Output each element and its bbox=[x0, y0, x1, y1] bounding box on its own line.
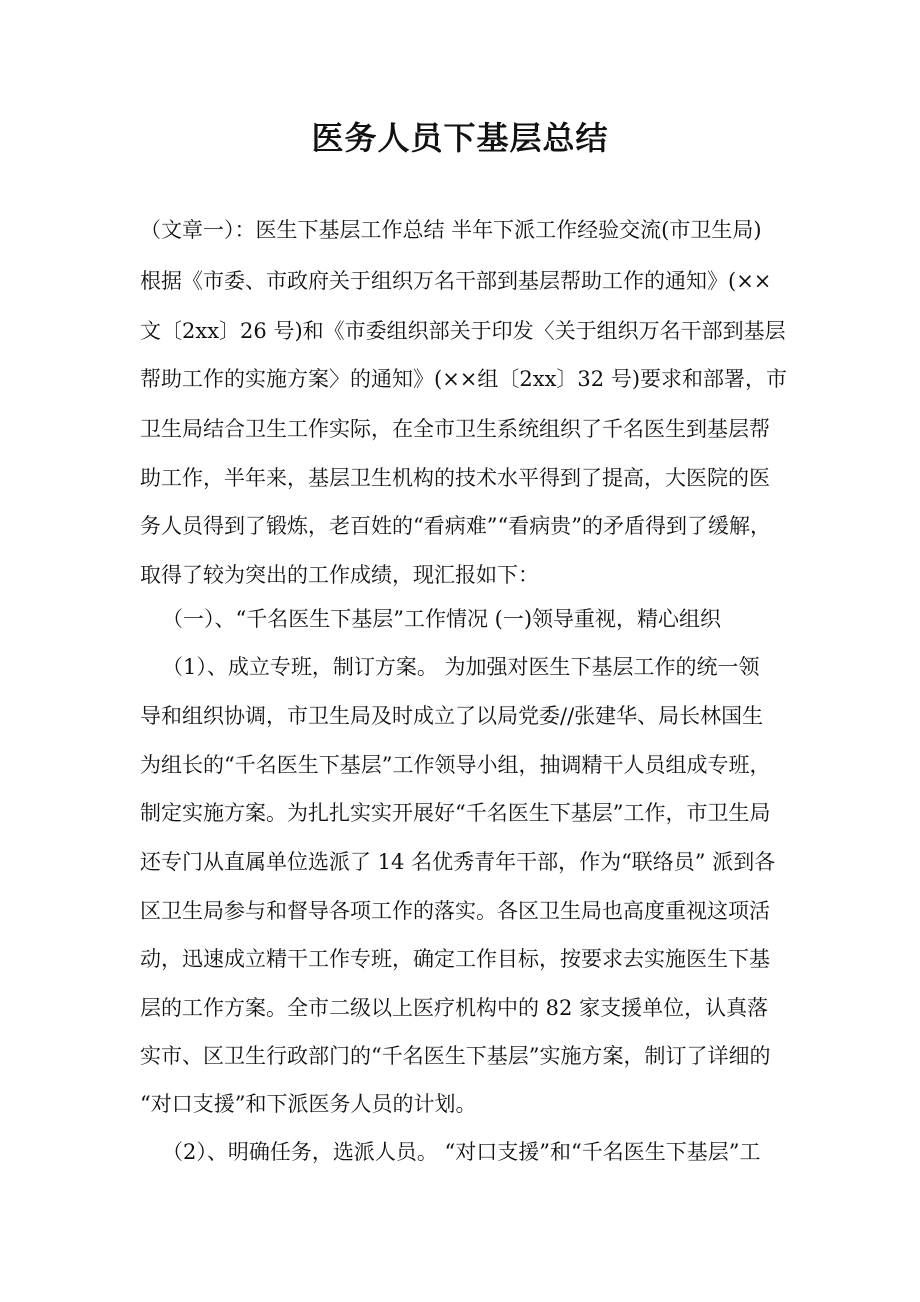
document-title: 医务人员下基层总结 bbox=[311, 119, 609, 157]
paragraph-line: 为组长的“千名医生下基层”工作领导小组，抽调精干人员组成专班， bbox=[140, 753, 771, 777]
paragraph-line: 帮助工作的实施方案〉的通知》(××组〔2xx〕32 号)要求和部署，市 bbox=[140, 367, 788, 391]
paragraph-line: （1）、成立专班，制订方案。 为加强对医生下基层工作的统一领 bbox=[162, 655, 760, 679]
paragraph-line: （2）、明确任务，选派人员。 “对口支援”和“千名医生下基层”工 bbox=[162, 1140, 761, 1164]
paragraph-line: 助工作，半年来，基层卫生机构的技术水平得到了提高，大医院的医 bbox=[140, 466, 770, 490]
paragraph-line: 制定实施方案。为扎扎实实开展好“千名医生下基层”工作，市卫生局 bbox=[140, 801, 771, 825]
paragraph-line: 根据《市委、市政府关于组织万名干部到基层帮助工作的通知》(×× bbox=[140, 269, 772, 293]
section-heading-line: （一）、“千名医生下基层”工作情况 (一)领导重视，精心组织 bbox=[162, 607, 722, 631]
paragraph-line: 导和组织协调，市卫生局及时成立了以局党委//张建华、局长林国生 bbox=[140, 704, 764, 728]
paragraph-line: 文〔2xx〕26 号)和《市委组织部关于印发〈关于组织万名干部到基层 bbox=[140, 319, 786, 343]
paragraph-line: 务人员得到了锻炼，老百姓的“看病难”“看病贵”的矛盾得到了缓解， bbox=[140, 514, 771, 538]
paragraph-line: 动，迅速成立精干工作专班，确定工作目标，按要求去实施医生下基 bbox=[140, 947, 770, 971]
paragraph-line: 层的工作方案。全市二级以上医疗机构中的 82 家支援单位，认真落 bbox=[140, 996, 769, 1020]
paragraph-line: 卫生局结合卫生工作实际，在全市卫生系统组织了千名医生到基层帮 bbox=[140, 417, 770, 441]
paragraph-line: （文章一）：医生下基层工作总结 半年下派工作经验交流(市卫生局) bbox=[140, 218, 762, 242]
paragraph-line: 还专门从直属单位选派了 14 名优秀青年干部，作为“联络员” 派到各 bbox=[140, 850, 776, 874]
paragraph-line: “对口支援”和下派医务人员的计划。 bbox=[140, 1092, 477, 1116]
paragraph-line: 实市、区卫生行政部门的“千名医生下基层”实施方案，制订了详细的 bbox=[140, 1044, 771, 1068]
paragraph-line: 区卫生局参与和督导各项工作的落实。各区卫生局也高度重视这项活 bbox=[140, 899, 770, 923]
paragraph-line: 取得了较为突出的工作成绩，现汇报如下： bbox=[140, 563, 539, 587]
